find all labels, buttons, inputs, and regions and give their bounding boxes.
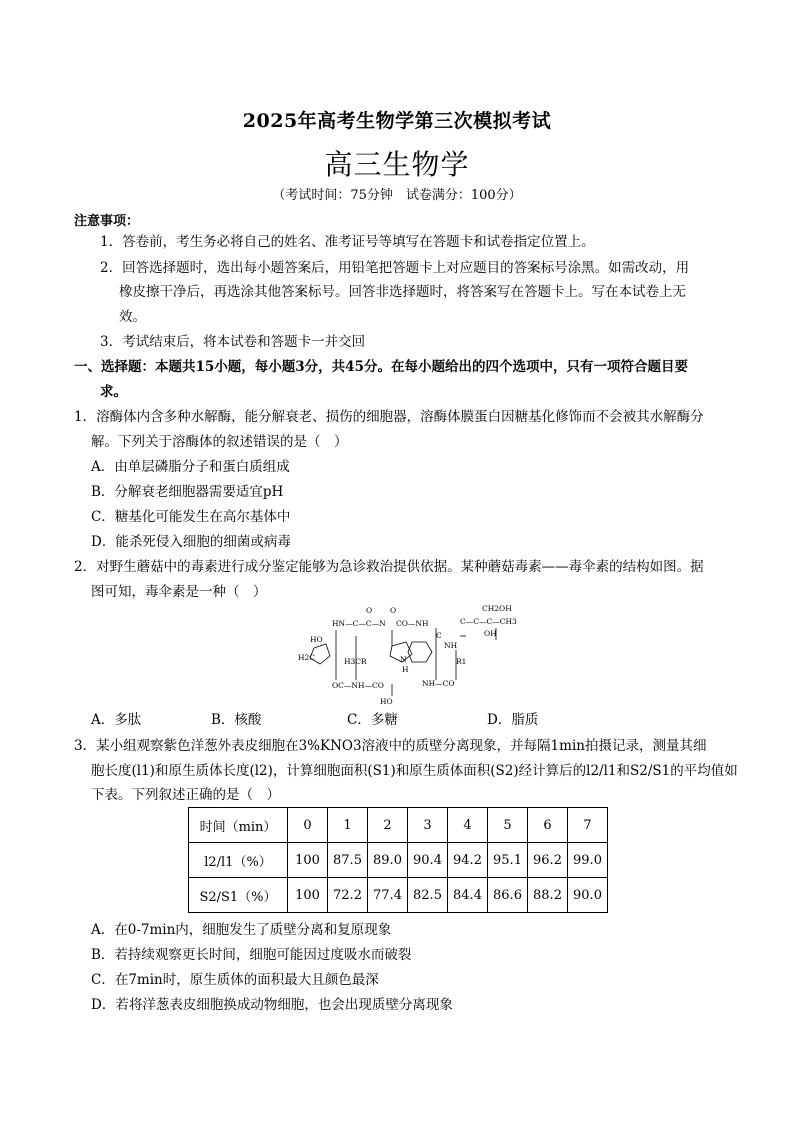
table-cell: 4 [448, 808, 488, 843]
mol-label-h: H [402, 665, 409, 674]
table-cell: 100 [288, 843, 328, 878]
table-cell: 5 [488, 808, 528, 843]
q1-stem-line2: 解。下列关于溶酶体的叙述错误的是（ ） [91, 434, 348, 450]
q2-stem-line2: 图可知，毒伞素是一种（ ） [91, 584, 267, 600]
table-cell: 7 [568, 808, 608, 843]
exam-info: （考试时间：75分钟 试卷满分：100分） [272, 188, 522, 203]
q2-option-b: B．核酸 [211, 712, 262, 728]
table-cell: 100 [288, 878, 328, 913]
table-cell: 95.1 [488, 843, 528, 878]
table-cell: 90.0 [568, 878, 608, 913]
table-cell: 84.4 [448, 878, 488, 913]
mol-label-r1: R1 [456, 657, 467, 666]
mol-label-conh: CO—NH [396, 619, 429, 628]
section-heading: 一、选择题：本题共15小题，每小题3分，共45分。在每小题给出的四个选项中，只有一项符合题目要 [74, 359, 688, 375]
table-row [189, 843, 608, 878]
mol-label-ho: HO [310, 635, 323, 644]
mol-label-chain2: C—C—C—CH3 [460, 617, 517, 626]
mol-label-oh: OH [484, 629, 497, 638]
notice-heading: 注意事项： [74, 214, 140, 229]
table-cell: 99.0 [568, 843, 608, 878]
q1-option-a: A．由单层磷脂分子和蛋白质组成 [91, 459, 290, 475]
amatoxin-structure-figure [296, 600, 520, 708]
mol-label-c: C [436, 631, 442, 640]
table-cell: 时间（min） [189, 808, 288, 843]
exam-title: 2025年高考生物学第三次模拟考试 [242, 110, 552, 132]
table-cell: 86.6 [488, 878, 528, 913]
q2-option-c: C．多糖 [347, 712, 398, 728]
q2-option-d: D．脂质 [487, 712, 539, 728]
mol-label-h2c: H2C [298, 653, 316, 662]
table-cell: 87.5 [328, 843, 368, 878]
mol-label-h3cr: H3CR [344, 657, 367, 666]
table-cell: 3 [408, 808, 448, 843]
table-cell: 77.4 [368, 878, 408, 913]
table-cell: 72.2 [328, 878, 368, 913]
q3-data-table [188, 807, 608, 913]
table-cell: 1 [328, 808, 368, 843]
mol-label-o2: O [390, 606, 397, 615]
mol-label-ch2oh: CH2OH [482, 604, 512, 613]
mol-label-nh: NH [444, 641, 458, 650]
table-cell: 2 [368, 808, 408, 843]
q3-option-d: D．若将洋葱表皮细胞换成动物细胞，也会出现质壁分离现象 [91, 997, 453, 1013]
table-cell: 90.4 [408, 843, 448, 878]
q3-stem-line2: 胞长度(l1)和原生质体长度(l2)，计算细胞面积(S1)和原生质体面积(S2)经计算后的l2/l1和S2/S1的平均值如 [91, 763, 738, 779]
mol-label-chain1: HN—C—C—N [332, 619, 386, 628]
notice-item-2-cont: 橡皮擦干净后，再选涂其他答案标号。回答非选择题时，将答案写在答题卡上。写在本试卷上无 [119, 284, 686, 300]
notice-item-3: 3．考试结束后，将本试卷和答题卡一并交回 [100, 334, 366, 350]
section-heading-cont: 求。 [100, 384, 127, 400]
notice-item-2: 2．回答选择题时，选出每小题答案后，用铅笔把答题卡上对应题目的答案标号涂黑。如需改动，用 [100, 260, 690, 276]
notice-item-2-cont2: 效。 [119, 309, 146, 325]
mol-label-ho2: HO [380, 697, 393, 706]
q3-option-b: B．若持续观察更长时间，细胞可能因过度吸水而破裂 [91, 947, 412, 963]
table-cell: 88.2 [528, 878, 568, 913]
notice-item-1: 1．答卷前，考生务必将自己的姓名、准考证号等填写在答题卡和试卷指定位置上。 [100, 234, 595, 250]
mol-label-o1: O [366, 606, 373, 615]
table-cell: 94.2 [448, 843, 488, 878]
table-cell: 0 [288, 808, 328, 843]
q1-option-c: C．糖基化可能发生在高尔基体中 [91, 509, 291, 525]
q2-stem-line1: 2．对野生蘑菇中的毒素进行成分鉴定能够为急诊救治提供依据。某种蘑菇毒素——毒伞素的结构如图。据 [74, 559, 704, 575]
q3-option-a: A．在0-7min内，细胞发生了质壁分离和复原现象 [91, 922, 392, 938]
table-row [189, 878, 608, 913]
table-cell: 89.0 [368, 843, 408, 878]
q3-stem-line1: 3．某小组观察紫色洋葱外表皮细胞在3%KNO3溶液中的质壁分离现象，并每隔1min拍摄记录，测量其细 [74, 738, 707, 754]
q2-option-a: A．多肽 [91, 712, 142, 728]
table-cell: S2/S1（%） [189, 878, 288, 913]
q1-stem-line1: 1．溶酶体内含多种水解酶，能分解衰老、损伤的细胞器，溶酶体膜蛋白因糖基化修饰而不会被其水解酶分 [74, 409, 704, 425]
subject-title: 高三生物学 [324, 148, 470, 181]
q3-stem-line3: 下表。下列叙述正确的是（ ） [91, 787, 280, 803]
mol-label-n: N [400, 655, 407, 664]
table-cell: 6 [528, 808, 568, 843]
table-row [189, 808, 608, 843]
q3-option-c: C．在7min时，原生质体的面积最大且颜色最深 [91, 972, 379, 988]
mol-label-oc-nh-co: OC—NH—CO [332, 681, 384, 690]
q1-option-b: B．分解衰老细胞器需要适宜pH [91, 484, 284, 500]
table-cell: 82.5 [408, 878, 448, 913]
q1-option-d: D．能杀死侵入细胞的细菌或病毒 [91, 534, 291, 550]
table-cell: l2/l1（%） [189, 843, 288, 878]
mol-label-nh-co: NH—CO [422, 679, 455, 688]
table-cell: 96.2 [528, 843, 568, 878]
